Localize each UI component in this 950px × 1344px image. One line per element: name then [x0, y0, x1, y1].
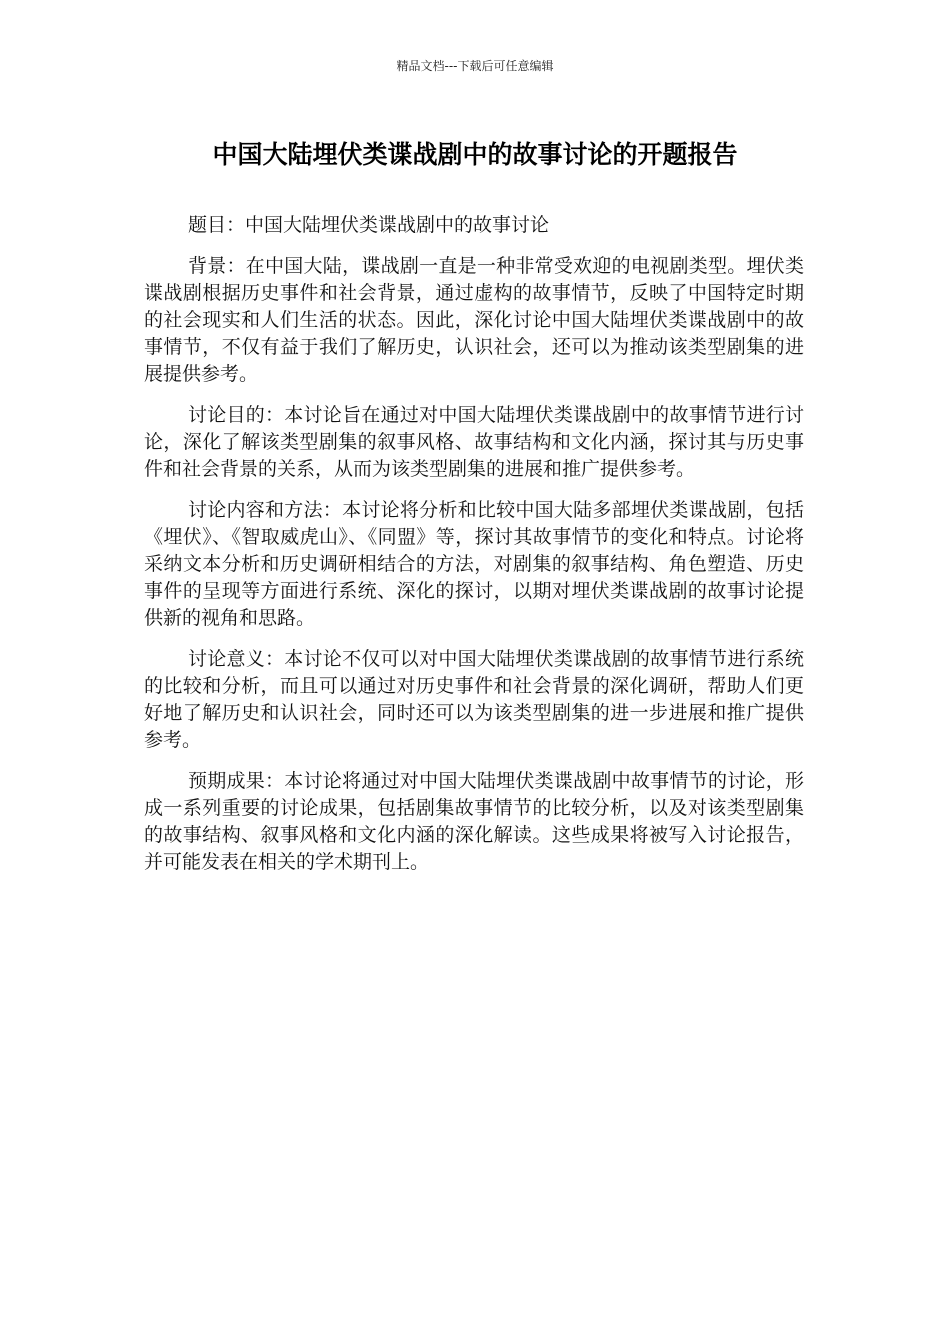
- document-body: [144, 212, 804, 890]
- paragraph-content-method: [144, 497, 804, 632]
- paragraph-text: 本讨论不仅可以对中国大陆埋伏类谍战剧的故事情节进行系统的比较和分析，而且可以通过对历史事件和社会背景的深化调研，帮助人们更好地了解历史和认识社会，同时还可以为该类型剧集的进一步进展和推广提供参考。: [144, 648, 804, 751]
- paragraph-background: [144, 253, 804, 388]
- paragraph-label: 讨论意义：: [188, 648, 285, 670]
- paragraph-text: 中国大陆埋伏类谍战剧中的故事讨论: [245, 214, 550, 236]
- paragraph-text: 本讨论旨在通过对中国大陆埋伏类谍战剧中的故事情节进行讨论，深化了解该类型剧集的叙事风格、故事结构和文化内涵，探讨其与历史事件和社会背景的关系，从而为该类型剧集的进展和推广提供参考。: [144, 404, 804, 480]
- header-note: 精品文档---下载后可任意编辑: [396, 59, 554, 73]
- paragraph-label: 讨论内容和方法：: [188, 499, 343, 521]
- paragraph-topic: [144, 212, 804, 239]
- paragraph-label: 背景：: [188, 255, 246, 277]
- paragraph-text: 本讨论将通过对中国大陆埋伏类谍战剧中故事情节的讨论，形成一系列重要的讨论成果，包括剧集故事情节的比较分析，以及对该类型剧集的故事结构、叙事风格和文化内涵的深化解读。这些成果将被写入讨论报告，并可能发表在相关的学术期刊上。: [144, 770, 804, 873]
- paragraph-text: 在中国大陆，谍战剧一直是一种非常受欢迎的电视剧类型。埋伏类谍战剧根据历史事件和社会背景，通过虚构的故事情节，反映了中国特定时期的社会现实和人们生活的状态。因此，深化讨论中国大陆埋伏类谍战剧中的故事情节，不仅有益于我们了解历史，认识社会，还可以为推动该类型剧集的进展提供参考。: [144, 255, 804, 385]
- paragraph-label: 题目：: [188, 214, 246, 236]
- paragraph-label: 预期成果：: [188, 770, 285, 792]
- paragraph-expected-results: [144, 768, 804, 876]
- document-title: 中国大陆埋伏类谍战剧中的故事讨论的开题报告: [212, 140, 738, 169]
- paragraph-label: 讨论目的：: [188, 404, 285, 426]
- paragraph-purpose: [144, 402, 804, 483]
- paragraph-text: 本讨论将分析和比较中国大陆多部埋伏类谍战剧，包括《埋伏》、《智取威虎山》、《同盟》等，探讨其故事情节的变化和特点。讨论将采纳文本分析和历史调研相结合的方法，对剧集的叙事结构、角色塑造、历史事件的呈现等方面进行系统、深化的探讨，以期对埋伏类谍战剧的故事讨论提供新的视角和思路。: [144, 499, 804, 629]
- paragraph-significance: [144, 646, 804, 754]
